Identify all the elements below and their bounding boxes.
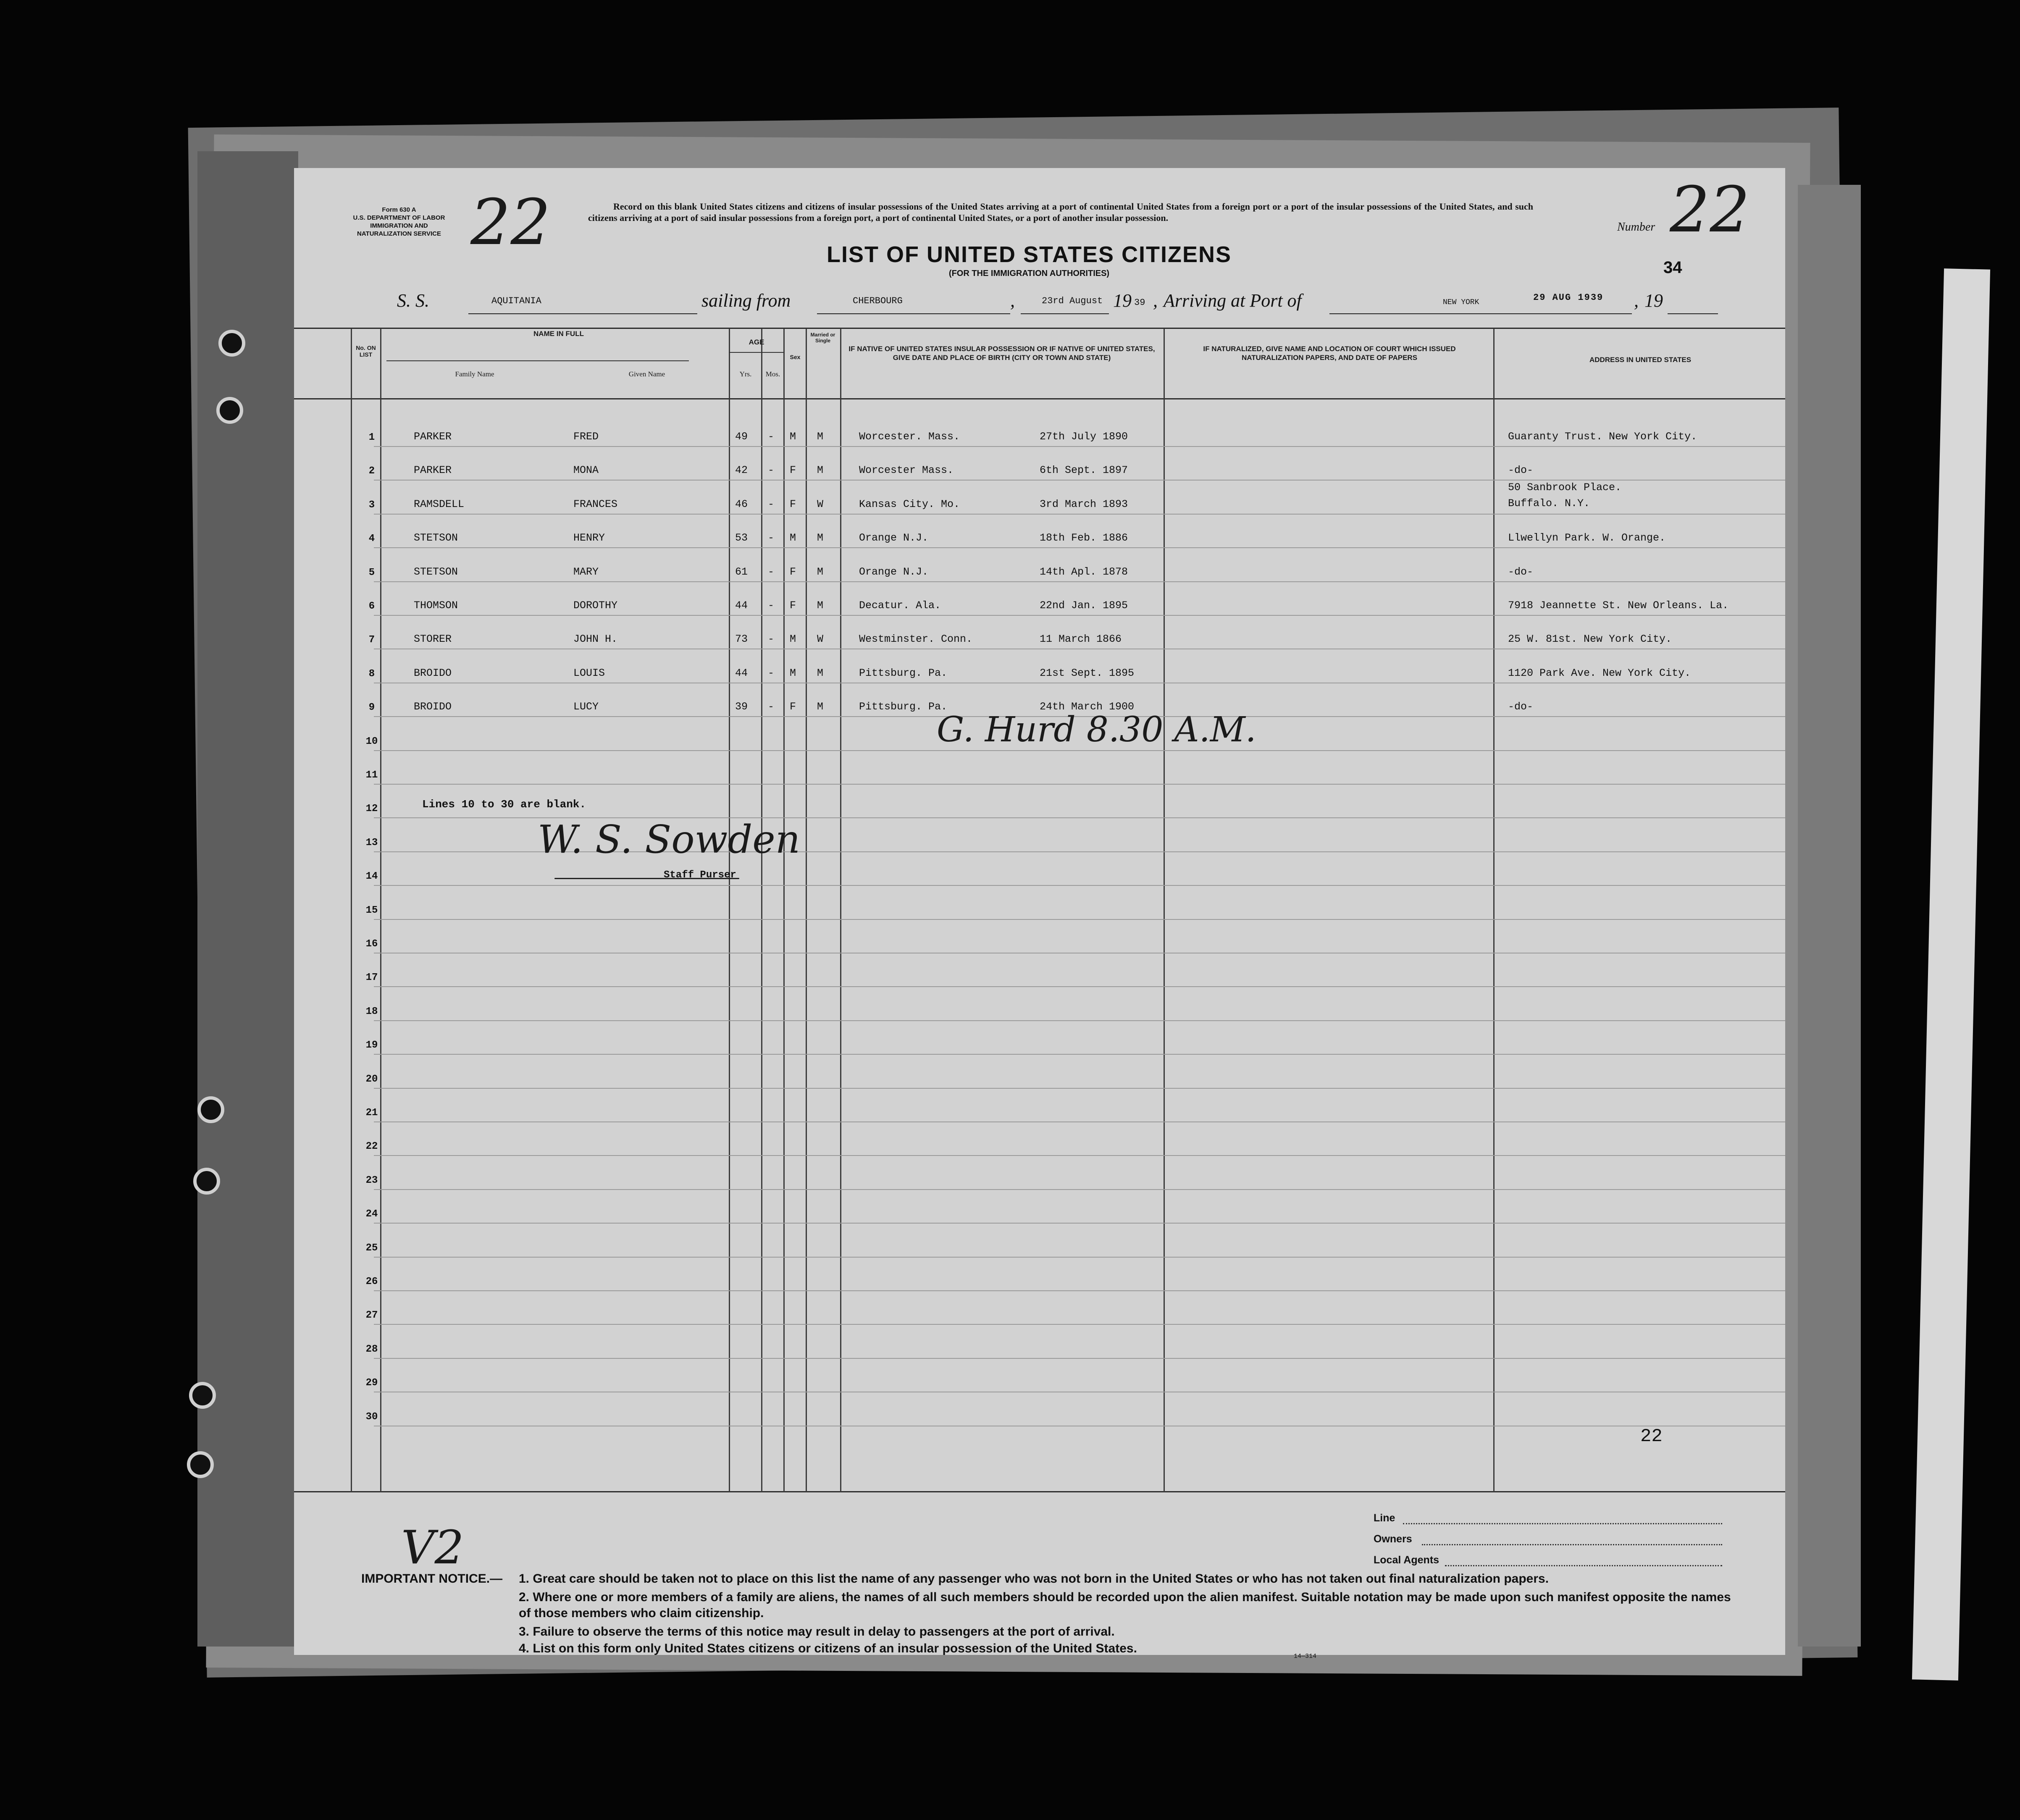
age-years: 39: [735, 701, 748, 713]
header-married: Married or Single: [810, 332, 835, 344]
departure-port: CHERBOURG: [853, 296, 903, 306]
birth-date: 11 March 1866: [1040, 633, 1122, 646]
us-address: -do-: [1508, 701, 1534, 713]
marital-status: M: [817, 565, 824, 578]
row-number: 22: [365, 1141, 378, 1153]
notice-heading: IMPORTANT NOTICE.—: [361, 1572, 503, 1586]
row-number: 17: [365, 972, 378, 984]
birth-place: Orange N.J.: [859, 532, 929, 544]
row-number: 24: [365, 1208, 378, 1220]
column-divider: [783, 328, 785, 1492]
sex: M: [790, 431, 796, 443]
table-top-rule: [294, 328, 1785, 329]
voyage-row: S. S. AQUITANIA sailing from CHERBOURG , 23rd August 19 39 , Arriving at Port of NEW YORK 29 AUG 1939 , 19: [397, 290, 1720, 319]
given-name: JOHN H.: [573, 633, 618, 646]
row-rule: [374, 581, 1785, 582]
sailing-label: sailing from: [701, 290, 791, 311]
row-rule: [374, 919, 1785, 920]
row-number: 12: [365, 803, 378, 815]
marital-status: M: [817, 667, 824, 679]
sailing-date: 23rd August: [1042, 296, 1103, 306]
header-age: AGE: [749, 338, 764, 346]
row-number: 5: [368, 567, 375, 578]
sex: F: [790, 701, 796, 713]
header-given-name: Given Name: [628, 370, 665, 378]
row-number: 20: [365, 1073, 378, 1085]
row-number: 27: [365, 1310, 378, 1321]
age-months: -: [768, 633, 775, 646]
row-number: 4: [368, 533, 375, 545]
family-name: RAMSDELL: [414, 498, 465, 510]
service-line-1: IMMIGRATION AND: [370, 222, 428, 229]
age-years: 53: [735, 532, 748, 544]
header-mos: Mos.: [765, 370, 780, 378]
form-issuer: [336, 206, 462, 238]
header-sex: Sex: [790, 354, 801, 360]
table-bottom-rule: [294, 1491, 1785, 1492]
row-rule: [374, 1223, 1785, 1224]
marital-status: M: [817, 464, 824, 477]
birth-date: 22nd Jan. 1895: [1040, 599, 1128, 612]
row-number: 23: [365, 1174, 378, 1186]
given-name: FRANCES: [573, 498, 618, 510]
birth-place: Worcester Mass.: [859, 464, 954, 477]
date-underline: [1021, 313, 1109, 314]
page-edge-right: [1798, 185, 1861, 1647]
family-name: PARKER: [414, 431, 452, 443]
birth-place: Pittsburg. Pa.: [859, 667, 948, 679]
birth-date: 24th March 1900: [1040, 701, 1135, 713]
local-agents-label: Local Agents: [1374, 1554, 1439, 1566]
notice-item: 3. Failure to observe the terms of this notice may result in delay to passengers at the port of arrival.: [519, 1625, 1115, 1639]
column-divider: [1493, 328, 1495, 1492]
birth-date: 27th July 1890: [1040, 431, 1128, 443]
row-number: 1: [368, 432, 375, 443]
age-months: -: [768, 667, 775, 679]
given-name: LUCY: [573, 701, 599, 713]
row-rule: [374, 514, 1785, 515]
row-rule: [374, 1324, 1785, 1325]
header-naturalized: IF NATURALIZED, GIVE NAME AND LOCATION OF COURT WHICH ISSUED NATURALIZATION PAPERS, AND DATE OF PAPERS: [1203, 345, 1456, 362]
sex: M: [790, 667, 796, 679]
row-number: 13: [365, 837, 378, 848]
notice-item: 1. Great care should be taken not to place on this list the name of any passenger who was not born in the United States or who has not taken out final naturalization papers.: [519, 1572, 1549, 1586]
family-name: STETSON: [414, 532, 458, 544]
us-address: 1120 Park Ave. New York City.: [1508, 667, 1691, 679]
handwritten-number-right: 22: [1670, 173, 1750, 247]
family-name: STETSON: [414, 565, 458, 578]
birth-date: 14th Apl. 1878: [1040, 565, 1128, 578]
ship-name: AQUITANIA: [491, 296, 541, 306]
row-number: 16: [365, 938, 378, 950]
row-number: 7: [368, 634, 375, 646]
arrival-year-underline: [1668, 313, 1718, 314]
handwritten-number-left: 22: [470, 186, 551, 259]
age-years: 61: [735, 565, 748, 578]
marital-status: M: [817, 701, 824, 713]
marital-status: M: [817, 431, 824, 443]
family-name: THOMSON: [414, 599, 458, 612]
staff-purser-label: Staff Purser: [664, 869, 736, 881]
name-header-rule: [386, 360, 689, 361]
ship-underline: [468, 313, 697, 314]
row-rule: [374, 1189, 1785, 1190]
department: U.S. DEPARTMENT OF LABOR: [353, 214, 445, 221]
page-title: LIST OF UNITED STATES CITIZENS: [827, 242, 1232, 267]
column-divider: [761, 328, 762, 1492]
row-rule: [374, 1358, 1785, 1359]
bottom-handwritten-mark: V2: [401, 1521, 464, 1574]
row-rule: [374, 750, 1785, 751]
age-years: 44: [735, 599, 748, 612]
row-number: 11: [365, 769, 378, 781]
header-family-name: Family Name: [455, 370, 494, 378]
arrival-date-stamp: 29 AUG 1939: [1533, 292, 1604, 303]
column-divider: [351, 328, 352, 1492]
us-address: Llwellyn Park. W. Orange.: [1508, 532, 1666, 544]
sex: F: [790, 565, 796, 578]
page-number-stamp: 34: [1663, 258, 1682, 277]
age-years: 42: [735, 464, 748, 477]
sex: F: [790, 498, 796, 510]
row-rule: [374, 784, 1785, 785]
sex: F: [790, 599, 796, 612]
given-name: MARY: [573, 565, 599, 578]
form-id: Form 630 A: [382, 206, 416, 213]
sex: M: [790, 532, 796, 544]
row-number: 2: [368, 465, 375, 477]
service-line-2: NATURALIZATION SERVICE: [357, 230, 441, 237]
year-prefix: 19: [1113, 290, 1132, 311]
birth-place: Orange N.J.: [859, 565, 929, 578]
age-months: -: [768, 701, 775, 713]
us-address: 50 Sanbrook Place. Buffalo. N.Y.: [1508, 481, 1622, 509]
sex: F: [790, 464, 796, 477]
blank-lines-note: Lines 10 to 30 are blank.: [422, 798, 586, 811]
birth-place: Worcester. Mass.: [859, 431, 960, 443]
birth-place: Kansas City. Mo.: [859, 498, 960, 510]
age-months: -: [768, 498, 775, 510]
owners-label: Owners: [1374, 1533, 1412, 1545]
age-months: -: [768, 431, 775, 443]
age-header-rule: [729, 352, 783, 353]
family-name: BROIDO: [414, 667, 452, 679]
row-number: 3: [368, 499, 375, 511]
row-rule: [374, 1020, 1785, 1021]
row-number: 28: [365, 1343, 378, 1355]
row-number: 26: [365, 1276, 378, 1287]
family-name: BROIDO: [414, 701, 452, 713]
line-label: Line: [1374, 1512, 1395, 1524]
header-no: No. ON LIST: [356, 344, 376, 358]
header-name-in-full: NAME IN FULL: [533, 330, 584, 338]
given-name: DOROTHY: [573, 599, 618, 612]
row-rule: [374, 1054, 1785, 1055]
local-agents-field: [1445, 1564, 1722, 1566]
ss-label: S. S.: [397, 290, 429, 311]
birth-place: Decatur. Ala.: [859, 599, 941, 612]
column-divider: [729, 328, 730, 1492]
row-number: 8: [368, 668, 375, 680]
arriving-label: Arriving at Port of: [1164, 290, 1302, 311]
page-subtitle: (FOR THE IMMIGRATION AUTHORITIES): [948, 269, 1110, 278]
row-number: 15: [365, 904, 378, 916]
age-months: -: [768, 599, 775, 612]
age-years: 46: [735, 498, 748, 510]
row-rule: [374, 615, 1785, 616]
marital-status: W: [817, 498, 824, 510]
birth-date: 3rd March 1893: [1040, 498, 1128, 510]
birth-date: 6th Sept. 1897: [1040, 464, 1128, 477]
us-address: 7918 Jeannette St. New Orleans. La.: [1508, 599, 1729, 612]
row-number: 21: [365, 1107, 378, 1119]
age-months: -: [768, 565, 775, 578]
family-name: STORER: [414, 633, 452, 646]
row-number: 25: [365, 1242, 378, 1254]
birth-place: Pittsburg. Pa.: [859, 701, 948, 713]
port-underline: [817, 313, 1010, 314]
row-rule: [374, 1257, 1785, 1258]
row-rule: [374, 1088, 1785, 1089]
row-rule: [374, 446, 1785, 447]
marital-status: W: [817, 633, 824, 646]
binder-hole: [216, 397, 243, 424]
age-years: 73: [735, 633, 748, 646]
column-divider: [806, 328, 807, 1492]
row-rule: [374, 547, 1785, 548]
row-number: 30: [365, 1411, 378, 1423]
binding-edge: [197, 151, 298, 1647]
table-header-rule: [294, 398, 1785, 399]
birth-date: 18th Feb. 1886: [1040, 532, 1128, 544]
us-address: -do-: [1508, 565, 1534, 578]
line-field: [1403, 1522, 1722, 1524]
row-number: 18: [365, 1006, 378, 1017]
row-number: 9: [368, 702, 375, 714]
binder-hole: [189, 1382, 216, 1409]
row-number: 10: [365, 735, 378, 747]
given-name: HENRY: [573, 532, 605, 544]
column-divider: [840, 328, 841, 1492]
paper-strip-right: [1912, 268, 1990, 1681]
bottom-page-number: 22: [1640, 1426, 1663, 1447]
marital-status: M: [817, 599, 824, 612]
marital-status: M: [817, 532, 824, 544]
us-address: 25 W. 81st. New York City.: [1508, 633, 1672, 646]
owners-field: [1422, 1543, 1722, 1545]
arrival-underline: [1329, 313, 1632, 314]
manifest-page: [294, 168, 1785, 1655]
notice-item: 4. List on this form only United States citizens or citizens of an insular possession of the United States.: [519, 1641, 1137, 1655]
row-rule: [374, 1121, 1785, 1122]
birth-place: Westminster. Conn.: [859, 633, 973, 646]
header-address: ADDRESS IN UNITED STATES: [1589, 356, 1692, 364]
notice-item: 2. Where one or more members of a family are aliens, the names of all such members should be recorded upon the alien manifest. Suitable notation may be made upon such manifest opposite the names of those members who claim citizenship.: [519, 1590, 1731, 1620]
row-rule: [374, 1290, 1785, 1291]
column-divider: [1164, 328, 1165, 1492]
birth-date: 21st Sept. 1895: [1040, 667, 1135, 679]
given-name: MONA: [573, 464, 599, 477]
arrival-year: 19: [1644, 290, 1663, 311]
row-number: 14: [365, 871, 378, 882]
number-label: Number: [1617, 221, 1655, 234]
purser-signature: W. S. Sowden: [538, 817, 800, 862]
age-years: 44: [735, 667, 748, 679]
age-months: -: [768, 532, 775, 544]
header-birth: IF NATIVE OF UNITED STATES INSULAR POSSESSION OR IF NATIVE OF UNITED STATES, GIVE DATE AND PLACE OF BIRTH (CITY OR TOWN AND STATE): [848, 345, 1155, 362]
row-rule: [374, 885, 1785, 886]
binder-hole: [193, 1168, 220, 1195]
us-address: Guaranty Trust. New York City.: [1508, 431, 1697, 443]
arrival-port: NEW YORK: [1443, 298, 1479, 307]
row-number: 19: [365, 1040, 378, 1051]
year-suffix: 39: [1134, 297, 1145, 308]
binder-hole: [197, 1096, 224, 1123]
us-address: -do-: [1508, 464, 1534, 477]
header-yrs: Yrs.: [739, 370, 752, 378]
sex: M: [790, 633, 796, 646]
inspector-signature: G. Hurd 8.30 A.M.: [937, 710, 1256, 750]
family-name: PARKER: [414, 464, 452, 477]
row-number: 6: [368, 601, 375, 612]
given-name: FRED: [573, 431, 599, 443]
row-number: 29: [365, 1377, 378, 1389]
given-name: LOUIS: [573, 667, 605, 679]
binder-hole: [187, 1451, 214, 1478]
row-rule: [374, 1155, 1785, 1156]
age-months: -: [768, 464, 775, 477]
binder-hole: [218, 330, 245, 357]
row-rule: [374, 986, 1785, 987]
form-code: 14—314: [1294, 1653, 1317, 1660]
record-instructions: Record on this blank United States citizens and citizens of insular possessions of the United States arriving at a port of continental United States from a foreign port or a port of the insular possessions of the United States, and such citizens arriving at a port of said insular possessions from a foreign port, a port of continental United States, or a port of another insular possession.: [588, 201, 1533, 223]
age-years: 49: [735, 431, 748, 443]
